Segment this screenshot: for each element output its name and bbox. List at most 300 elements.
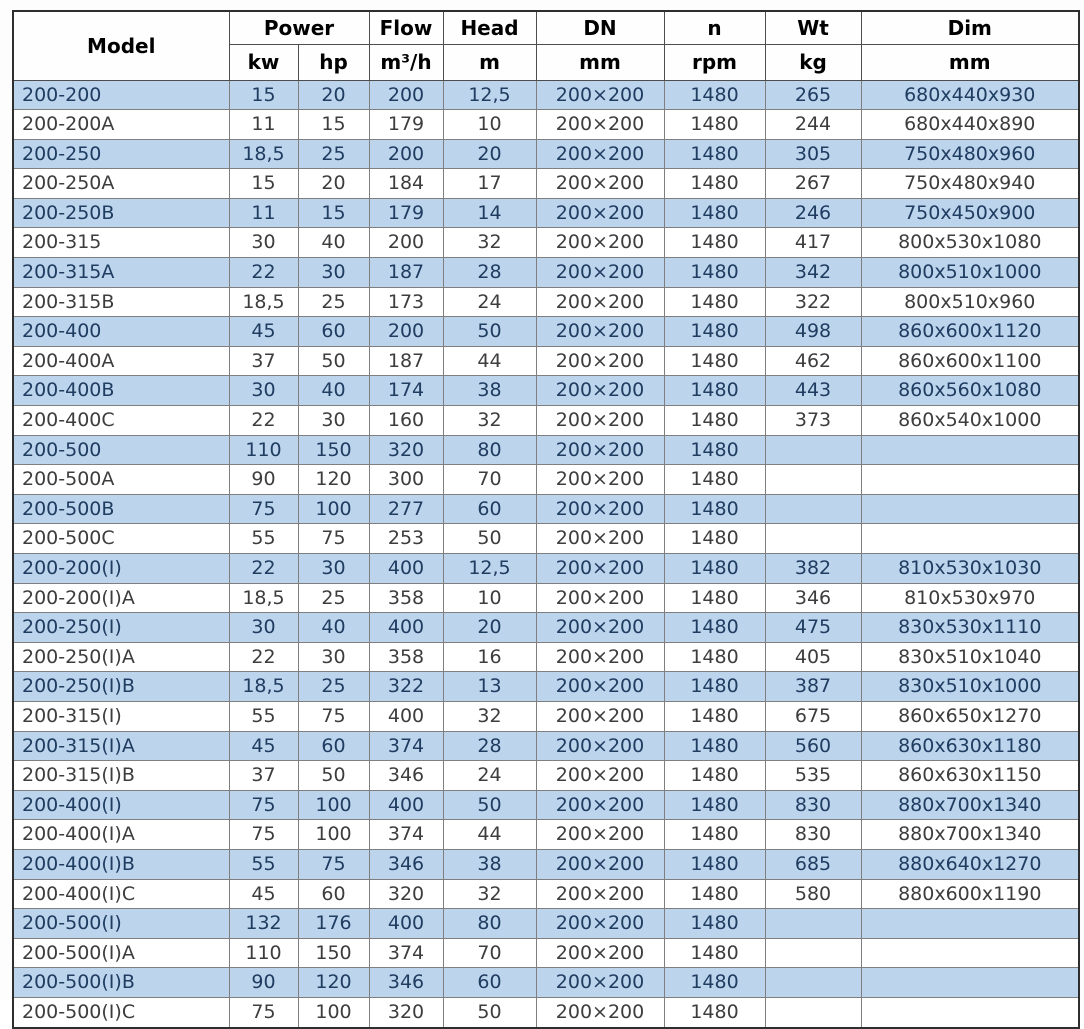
cell-model: 200-200 — [13, 80, 229, 110]
cell-flow: 400 — [369, 909, 443, 939]
cell-dn: 200×200 — [536, 701, 664, 731]
cell-hp: 60 — [298, 879, 369, 909]
cell-flow: 320 — [369, 879, 443, 909]
col-header-dn: DN — [536, 11, 664, 44]
table-row — [13, 731, 1079, 761]
cell-dn: 200×200 — [536, 820, 664, 850]
cell-n: 1480 — [664, 701, 765, 731]
cell-n: 1480 — [664, 169, 765, 199]
unit-wt: kg — [765, 44, 861, 80]
cell-model: 200-500(I) — [13, 909, 229, 939]
cell-hp: 40 — [298, 613, 369, 643]
col-header-head: Head — [443, 11, 536, 44]
cell-hp: 30 — [298, 406, 369, 436]
cell-flow: 320 — [369, 997, 443, 1027]
cell-model: 200-315(I) — [13, 701, 229, 731]
cell-kw: 45 — [229, 879, 298, 909]
cell-model: 200-500(I)A — [13, 938, 229, 968]
cell-dn: 200×200 — [536, 287, 664, 317]
cell-kw: 18,5 — [229, 139, 298, 169]
cell-head: 70 — [443, 938, 536, 968]
cell-kw: 18,5 — [229, 287, 298, 317]
cell-wt: 387 — [765, 672, 861, 702]
cell-hp: 15 — [298, 110, 369, 140]
table-row — [13, 228, 1079, 258]
cell-kw: 45 — [229, 317, 298, 347]
cell-head: 44 — [443, 346, 536, 376]
table-row — [13, 909, 1079, 939]
cell-kw: 30 — [229, 376, 298, 406]
cell-flow: 200 — [369, 228, 443, 258]
cell-n: 1480 — [664, 761, 765, 791]
cell-model: 200-500 — [13, 435, 229, 465]
cell-head: 20 — [443, 139, 536, 169]
cell-head: 50 — [443, 524, 536, 554]
cell-dim: 810x530x1030 — [861, 554, 1079, 584]
table-row — [13, 80, 1079, 110]
cell-flow: 346 — [369, 849, 443, 879]
cell-flow: 200 — [369, 139, 443, 169]
cell-dn: 200×200 — [536, 198, 664, 228]
cell-hp: 25 — [298, 672, 369, 702]
cell-dim: 810x530x970 — [861, 583, 1079, 613]
cell-dim — [861, 435, 1079, 465]
cell-kw: 18,5 — [229, 672, 298, 702]
cell-hp: 120 — [298, 465, 369, 495]
cell-flow: 374 — [369, 938, 443, 968]
cell-n: 1480 — [664, 672, 765, 702]
cell-n: 1480 — [664, 435, 765, 465]
cell-dn: 200×200 — [536, 317, 664, 347]
cell-dim — [861, 968, 1079, 998]
cell-flow: 277 — [369, 494, 443, 524]
cell-flow: 200 — [369, 80, 443, 110]
cell-model: 200-250B — [13, 198, 229, 228]
cell-hp: 176 — [298, 909, 369, 939]
cell-model: 200-250(I)B — [13, 672, 229, 702]
cell-dim: 750x480x960 — [861, 139, 1079, 169]
table-row — [13, 376, 1079, 406]
cell-hp: 25 — [298, 583, 369, 613]
cell-kw: 75 — [229, 790, 298, 820]
cell-hp: 30 — [298, 642, 369, 672]
cell-head: 38 — [443, 849, 536, 879]
cell-kw: 90 — [229, 968, 298, 998]
cell-wt: 267 — [765, 169, 861, 199]
pump-spec-table — [12, 10, 1080, 1029]
cell-dn: 200×200 — [536, 258, 664, 288]
cell-n: 1480 — [664, 583, 765, 613]
cell-model: 200-400C — [13, 406, 229, 436]
cell-dim: 750x450x900 — [861, 198, 1079, 228]
cell-kw: 75 — [229, 997, 298, 1027]
cell-model: 200-250(I)A — [13, 642, 229, 672]
cell-dn: 200×200 — [536, 524, 664, 554]
cell-kw: 22 — [229, 258, 298, 288]
cell-n: 1480 — [664, 258, 765, 288]
cell-n: 1480 — [664, 287, 765, 317]
cell-model: 200-500(I)C — [13, 997, 229, 1027]
cell-wt: 246 — [765, 198, 861, 228]
cell-kw: 11 — [229, 110, 298, 140]
cell-kw: 110 — [229, 435, 298, 465]
cell-flow: 179 — [369, 198, 443, 228]
cell-dim: 830x510x1000 — [861, 672, 1079, 702]
cell-flow: 173 — [369, 287, 443, 317]
cell-model: 200-400(I)A — [13, 820, 229, 850]
cell-dim: 860x560x1080 — [861, 376, 1079, 406]
cell-head: 80 — [443, 435, 536, 465]
table-row — [13, 790, 1079, 820]
cell-dn: 200×200 — [536, 909, 664, 939]
cell-flow: 187 — [369, 346, 443, 376]
table-row — [13, 583, 1079, 613]
cell-flow: 400 — [369, 701, 443, 731]
cell-kw: 15 — [229, 169, 298, 199]
cell-kw: 55 — [229, 849, 298, 879]
table-row — [13, 346, 1079, 376]
col-header-n: n — [664, 11, 765, 44]
cell-kw: 75 — [229, 494, 298, 524]
cell-head: 12,5 — [443, 554, 536, 584]
table-row — [13, 524, 1079, 554]
cell-dim: 860x540x1000 — [861, 406, 1079, 436]
cell-kw: 30 — [229, 613, 298, 643]
cell-model: 200-315 — [13, 228, 229, 258]
cell-hp: 50 — [298, 346, 369, 376]
cell-head: 60 — [443, 968, 536, 998]
cell-wt: 373 — [765, 406, 861, 436]
cell-head: 50 — [443, 997, 536, 1027]
cell-n: 1480 — [664, 879, 765, 909]
table-row — [13, 672, 1079, 702]
table-row — [13, 287, 1079, 317]
cell-kw: 37 — [229, 346, 298, 376]
cell-dn: 200×200 — [536, 583, 664, 613]
cell-dim: 880x600x1190 — [861, 879, 1079, 909]
cell-n: 1480 — [664, 494, 765, 524]
cell-n: 1480 — [664, 139, 765, 169]
cell-dim — [861, 524, 1079, 554]
cell-wt: 443 — [765, 376, 861, 406]
cell-dim: 880x700x1340 — [861, 790, 1079, 820]
cell-model: 200-315(I)B — [13, 761, 229, 791]
cell-dim: 830x510x1040 — [861, 642, 1079, 672]
cell-model: 200-315A — [13, 258, 229, 288]
cell-hp: 20 — [298, 80, 369, 110]
cell-model: 200-400 — [13, 317, 229, 347]
cell-dim — [861, 465, 1079, 495]
cell-wt: 830 — [765, 820, 861, 850]
cell-dn: 200×200 — [536, 790, 664, 820]
cell-model: 200-250A — [13, 169, 229, 199]
table-row — [13, 613, 1079, 643]
cell-flow: 300 — [369, 465, 443, 495]
unit-dim: mm — [861, 44, 1079, 80]
cell-dim: 800x530x1080 — [861, 228, 1079, 258]
cell-dim: 800x510x1000 — [861, 258, 1079, 288]
cell-n: 1480 — [664, 198, 765, 228]
cell-head: 14 — [443, 198, 536, 228]
unit-n: rpm — [664, 44, 765, 80]
cell-hp: 100 — [298, 790, 369, 820]
cell-dim: 860x650x1270 — [861, 701, 1079, 731]
cell-dim: 750x480x940 — [861, 169, 1079, 199]
cell-model: 200-400(I) — [13, 790, 229, 820]
cell-kw: 55 — [229, 524, 298, 554]
cell-flow: 400 — [369, 790, 443, 820]
cell-head: 70 — [443, 465, 536, 495]
table-row — [13, 317, 1079, 347]
cell-wt — [765, 938, 861, 968]
cell-head: 28 — [443, 731, 536, 761]
unit-head: m — [443, 44, 536, 80]
cell-model: 200-400A — [13, 346, 229, 376]
cell-hp: 100 — [298, 494, 369, 524]
table-row — [13, 701, 1079, 731]
cell-n: 1480 — [664, 376, 765, 406]
cell-model: 200-200(I) — [13, 554, 229, 584]
cell-wt: 462 — [765, 346, 861, 376]
cell-wt: 535 — [765, 761, 861, 791]
cell-head: 24 — [443, 287, 536, 317]
cell-dn: 200×200 — [536, 169, 664, 199]
cell-flow: 346 — [369, 968, 443, 998]
table-row — [13, 968, 1079, 998]
cell-wt: 675 — [765, 701, 861, 731]
cell-dn: 200×200 — [536, 613, 664, 643]
table-row — [13, 494, 1079, 524]
table-header — [13, 11, 1079, 80]
cell-wt: 417 — [765, 228, 861, 258]
cell-head: 38 — [443, 376, 536, 406]
table-row — [13, 198, 1079, 228]
cell-n: 1480 — [664, 80, 765, 110]
cell-head: 32 — [443, 701, 536, 731]
cell-kw: 30 — [229, 228, 298, 258]
cell-hp: 100 — [298, 820, 369, 850]
cell-n: 1480 — [664, 110, 765, 140]
cell-model: 200-250 — [13, 139, 229, 169]
cell-flow: 346 — [369, 761, 443, 791]
cell-kw: 90 — [229, 465, 298, 495]
cell-dn: 200×200 — [536, 968, 664, 998]
cell-head: 13 — [443, 672, 536, 702]
cell-wt — [765, 435, 861, 465]
cell-model: 200-315(I)A — [13, 731, 229, 761]
cell-dim: 830x530x1110 — [861, 613, 1079, 643]
cell-wt — [765, 997, 861, 1027]
cell-wt: 265 — [765, 80, 861, 110]
cell-hp: 75 — [298, 524, 369, 554]
cell-model: 200-400(I)C — [13, 879, 229, 909]
cell-head: 10 — [443, 110, 536, 140]
cell-dim — [861, 938, 1079, 968]
cell-head: 17 — [443, 169, 536, 199]
cell-dim: 860x630x1150 — [861, 761, 1079, 791]
cell-model: 200-500C — [13, 524, 229, 554]
cell-head: 20 — [443, 613, 536, 643]
cell-kw: 22 — [229, 642, 298, 672]
cell-hp: 75 — [298, 849, 369, 879]
cell-kw: 55 — [229, 701, 298, 731]
cell-wt: 405 — [765, 642, 861, 672]
cell-head: 32 — [443, 879, 536, 909]
cell-hp: 30 — [298, 258, 369, 288]
col-header-power: Power — [229, 11, 369, 44]
table-row — [13, 435, 1079, 465]
unit-flow: m³/h — [369, 44, 443, 80]
col-header-model: Model — [13, 11, 229, 80]
cell-head: 60 — [443, 494, 536, 524]
cell-dim: 800x510x960 — [861, 287, 1079, 317]
cell-kw: 75 — [229, 820, 298, 850]
cell-hp: 60 — [298, 731, 369, 761]
cell-wt — [765, 524, 861, 554]
cell-n: 1480 — [664, 228, 765, 258]
cell-dn: 200×200 — [536, 110, 664, 140]
col-header-dim: Dim — [861, 11, 1079, 44]
cell-hp: 20 — [298, 169, 369, 199]
cell-n: 1480 — [664, 317, 765, 347]
col-header-flow: Flow — [369, 11, 443, 44]
cell-n: 1480 — [664, 938, 765, 968]
cell-hp: 75 — [298, 701, 369, 731]
cell-n: 1480 — [664, 997, 765, 1027]
cell-n: 1480 — [664, 849, 765, 879]
cell-kw: 18,5 — [229, 583, 298, 613]
cell-dim — [861, 997, 1079, 1027]
cell-wt — [765, 968, 861, 998]
cell-flow: 400 — [369, 554, 443, 584]
cell-n: 1480 — [664, 731, 765, 761]
cell-dn: 200×200 — [536, 406, 664, 436]
cell-hp: 40 — [298, 228, 369, 258]
cell-hp: 150 — [298, 938, 369, 968]
table-row — [13, 110, 1079, 140]
cell-n: 1480 — [664, 642, 765, 672]
cell-flow: 358 — [369, 642, 443, 672]
cell-wt — [765, 909, 861, 939]
table-row — [13, 465, 1079, 495]
cell-n: 1480 — [664, 909, 765, 939]
cell-kw: 132 — [229, 909, 298, 939]
cell-dn: 200×200 — [536, 672, 664, 702]
table-row — [13, 820, 1079, 850]
cell-hp: 120 — [298, 968, 369, 998]
cell-dn: 200×200 — [536, 879, 664, 909]
cell-model: 200-500(I)B — [13, 968, 229, 998]
cell-flow: 320 — [369, 435, 443, 465]
cell-n: 1480 — [664, 613, 765, 643]
cell-head: 28 — [443, 258, 536, 288]
table-row — [13, 139, 1079, 169]
cell-wt: 305 — [765, 139, 861, 169]
cell-dim — [861, 494, 1079, 524]
cell-dn: 200×200 — [536, 346, 664, 376]
cell-dn: 200×200 — [536, 376, 664, 406]
cell-dim: 880x700x1340 — [861, 820, 1079, 850]
cell-dn: 200×200 — [536, 642, 664, 672]
cell-dim: 860x600x1100 — [861, 346, 1079, 376]
table-row — [13, 849, 1079, 879]
cell-kw: 45 — [229, 731, 298, 761]
cell-dn: 200×200 — [536, 761, 664, 791]
unit-dn: mm — [536, 44, 664, 80]
cell-dim: 680x440x890 — [861, 110, 1079, 140]
cell-head: 44 — [443, 820, 536, 850]
cell-head: 12,5 — [443, 80, 536, 110]
cell-model: 200-200A — [13, 110, 229, 140]
cell-kw: 110 — [229, 938, 298, 968]
col-header-hp: hp — [298, 44, 369, 80]
cell-hp: 100 — [298, 997, 369, 1027]
cell-flow: 400 — [369, 613, 443, 643]
cell-dn: 200×200 — [536, 139, 664, 169]
cell-kw: 15 — [229, 80, 298, 110]
cell-n: 1480 — [664, 790, 765, 820]
table-body — [13, 80, 1079, 1028]
cell-dn: 200×200 — [536, 997, 664, 1027]
cell-n: 1480 — [664, 406, 765, 436]
cell-head: 50 — [443, 790, 536, 820]
cell-wt: 560 — [765, 731, 861, 761]
cell-flow: 358 — [369, 583, 443, 613]
cell-flow: 322 — [369, 672, 443, 702]
cell-dn: 200×200 — [536, 494, 664, 524]
cell-wt: 685 — [765, 849, 861, 879]
cell-dn: 200×200 — [536, 849, 664, 879]
cell-n: 1480 — [664, 346, 765, 376]
cell-model: 200-400(I)B — [13, 849, 229, 879]
cell-n: 1480 — [664, 820, 765, 850]
cell-hp: 25 — [298, 139, 369, 169]
cell-flow: 200 — [369, 317, 443, 347]
cell-flow: 374 — [369, 820, 443, 850]
col-header-kw: kw — [229, 44, 298, 80]
cell-dn: 200×200 — [536, 435, 664, 465]
cell-head: 50 — [443, 317, 536, 347]
cell-dim — [861, 909, 1079, 939]
cell-head: 16 — [443, 642, 536, 672]
cell-kw: 11 — [229, 198, 298, 228]
table-row — [13, 761, 1079, 791]
cell-flow: 374 — [369, 731, 443, 761]
col-header-wt: Wt — [765, 11, 861, 44]
cell-wt: 244 — [765, 110, 861, 140]
cell-kw: 37 — [229, 761, 298, 791]
cell-model: 200-500B — [13, 494, 229, 524]
cell-dn: 200×200 — [536, 80, 664, 110]
table-row — [13, 879, 1079, 909]
cell-wt: 346 — [765, 583, 861, 613]
cell-dim: 880x640x1270 — [861, 849, 1079, 879]
cell-head: 80 — [443, 909, 536, 939]
cell-head: 10 — [443, 583, 536, 613]
cell-model: 200-400B — [13, 376, 229, 406]
cell-dn: 200×200 — [536, 731, 664, 761]
cell-flow: 187 — [369, 258, 443, 288]
cell-kw: 22 — [229, 554, 298, 584]
cell-dim: 680x440x930 — [861, 80, 1079, 110]
cell-wt — [765, 465, 861, 495]
cell-flow: 174 — [369, 376, 443, 406]
cell-hp: 30 — [298, 554, 369, 584]
cell-hp: 15 — [298, 198, 369, 228]
cell-n: 1480 — [664, 465, 765, 495]
table-row — [13, 642, 1079, 672]
cell-wt: 322 — [765, 287, 861, 317]
